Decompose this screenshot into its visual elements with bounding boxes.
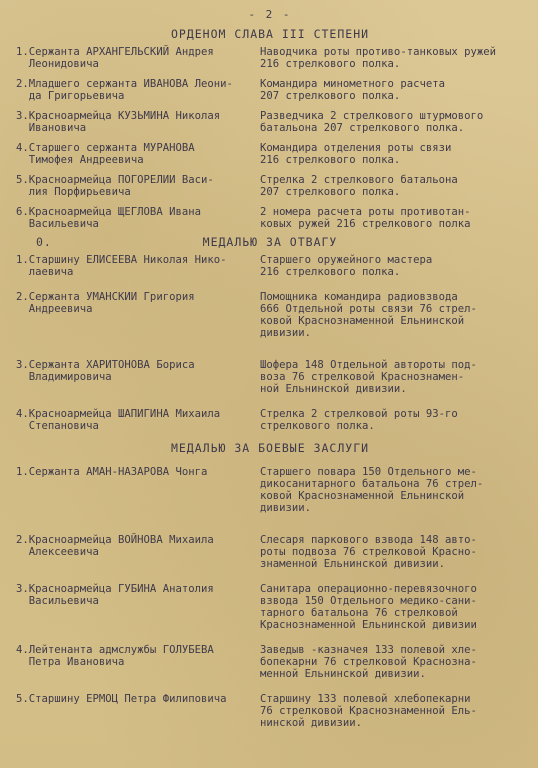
section-title-text: МЕДАЛЬЮ ЗА БОЕВЫЕ ЗАСЛУГИ bbox=[170, 441, 370, 455]
awardee-position: Санитара операционно-перевязочного взвода 150 Отдельного медико-сани- тарного батальона 76 стрелковой Краснознаменной Ельнинской дивизии bbox=[260, 583, 477, 631]
awardee-name: 5.Красноармейца ПОГОРЕЛИИ Васи- лия Порфирьевича bbox=[16, 174, 214, 198]
awardee-name: 4.Красноармейца ШАПИГИНА Михаила Степановича bbox=[16, 408, 221, 432]
awardee-name: 5.Старшину ЕРМОЦ Петра Филиповича bbox=[16, 693, 227, 705]
award-entry bbox=[16, 78, 524, 102]
awardee-name: 6.Красноармейца ЩЕГЛОВА Ивана Васильевича bbox=[16, 206, 201, 230]
section-title-bravery-medal bbox=[16, 232, 524, 252]
awardee-name: 3.Красноармейца ГУБИНА Анатолия Васильевича bbox=[16, 583, 214, 607]
award-entry bbox=[16, 583, 524, 631]
awardee-name: 4.Лейтенанта адмслужбы ГОЛУБЕВА Петра Ивановича bbox=[16, 644, 214, 668]
section-title-combat-merit-medal bbox=[16, 438, 524, 458]
award-entry bbox=[16, 534, 524, 570]
awardee-name: 4.Старшего сержанта МУРАНОВА Тимофея Андреевича bbox=[16, 142, 195, 166]
award-entry bbox=[16, 693, 524, 729]
awardee-position: Шофера 148 Отдельной автороты под- воза 76 стрелковой Краснознамен- ной Ельнинской дивизии. bbox=[260, 359, 477, 395]
awardee-position: Помощника командира радиовзвода 666 Отдельной роты связи 76 стрел- ковой Краснознаменной Ельнинской дивизии. bbox=[260, 291, 477, 339]
section-number: 0. bbox=[36, 235, 52, 249]
awardee-position: Старшего оружейного мастера 216 стрелкового полка. bbox=[260, 254, 433, 278]
awardee-position: 2 номера расчета роты противотан- ковых ружей 216 стрелкового полка bbox=[260, 206, 471, 230]
award-entry bbox=[16, 644, 524, 680]
awardee-name: 2.Красноармейца ВОЙНОВА Михаила Алексеевича bbox=[16, 534, 214, 558]
award-entry bbox=[16, 254, 524, 278]
awardee-position: Командира минометного расчета 207 стрелкового полка. bbox=[260, 78, 445, 102]
award-entry bbox=[16, 291, 524, 339]
award-entry bbox=[16, 466, 524, 514]
award-entry bbox=[16, 110, 524, 134]
awardee-name: 1.Сержанта АМАН-НАЗАРОВА Чонга bbox=[16, 466, 208, 478]
awardee-name: 1.Старшину ЕЛИСЕЕВА Николая Нико- лаевича bbox=[16, 254, 227, 278]
award-entry bbox=[16, 174, 524, 198]
awardee-position: Стрелка 2 стрелковой роты 93-го стрелкового полка. bbox=[260, 408, 458, 432]
award-entry bbox=[16, 142, 524, 166]
awardee-position: Командира отделения роты связи 216 стрелкового полка. bbox=[260, 142, 452, 166]
awardee-position: Стрелка 2 стрелкового батальона 207 стрелкового полка. bbox=[260, 174, 458, 198]
awardee-position: Разведчика 2 стрелкового штурмового батальона 207 стрелкового полка. bbox=[260, 110, 484, 134]
award-entry bbox=[16, 359, 524, 395]
awardee-name: 1.Сержанта АРХАНГЕЛЬСКИЙ Андрея Леонидовича bbox=[16, 46, 214, 70]
awardee-name: 2.Сержанта УМАНСКИИ Григория Андреевича bbox=[16, 291, 195, 315]
awardee-name: 3.Красноармейца КУЗЬМИНА Николая Ивановича bbox=[16, 110, 221, 134]
section-title-text: ОРДЕНОМ СЛАВА III СТЕПЕНИ bbox=[170, 27, 370, 41]
awardee-position: Старшину 133 полевой хлебопекарни 76 стрелковой Краснознаменной Ель- нинской дивизии. bbox=[260, 693, 477, 729]
section-title-text: МЕДАЛЬЮ ЗА ОТВАГУ bbox=[202, 235, 338, 249]
award-entry bbox=[16, 408, 524, 432]
awardee-position: Старшего повара 150 Отдельного ме- дикосанитарного батальона 76 стрел- ковой Краснознаменной Ельнинской дивизии. bbox=[260, 466, 484, 514]
award-entry bbox=[16, 46, 524, 70]
page-number: - 2 - bbox=[248, 8, 292, 21]
section-title-glory-order bbox=[16, 24, 524, 44]
awardee-position: Слесаря паркового взвода 148 авто- роты подвоза 76 стрелковой Красно- знаменной Ельнинской дивизии. bbox=[260, 534, 477, 570]
award-entry bbox=[16, 206, 524, 230]
awardee-position: Наводчика роты противо-танковых ружей 216 стрелкового полка. bbox=[260, 46, 496, 70]
awardee-name: 3.Сержанта ХАРИТОНОВА Бориса Владимировича bbox=[16, 359, 195, 383]
awardee-position: Заведыв -казначея 133 полевой хле- бопекарни 76 стрелковой Краснозна- менной Ельнинской дивизии. bbox=[260, 644, 477, 680]
awardee-name: 2.Младшего сержанта ИВАНОВА Леони- да Григорьевича bbox=[16, 78, 233, 102]
